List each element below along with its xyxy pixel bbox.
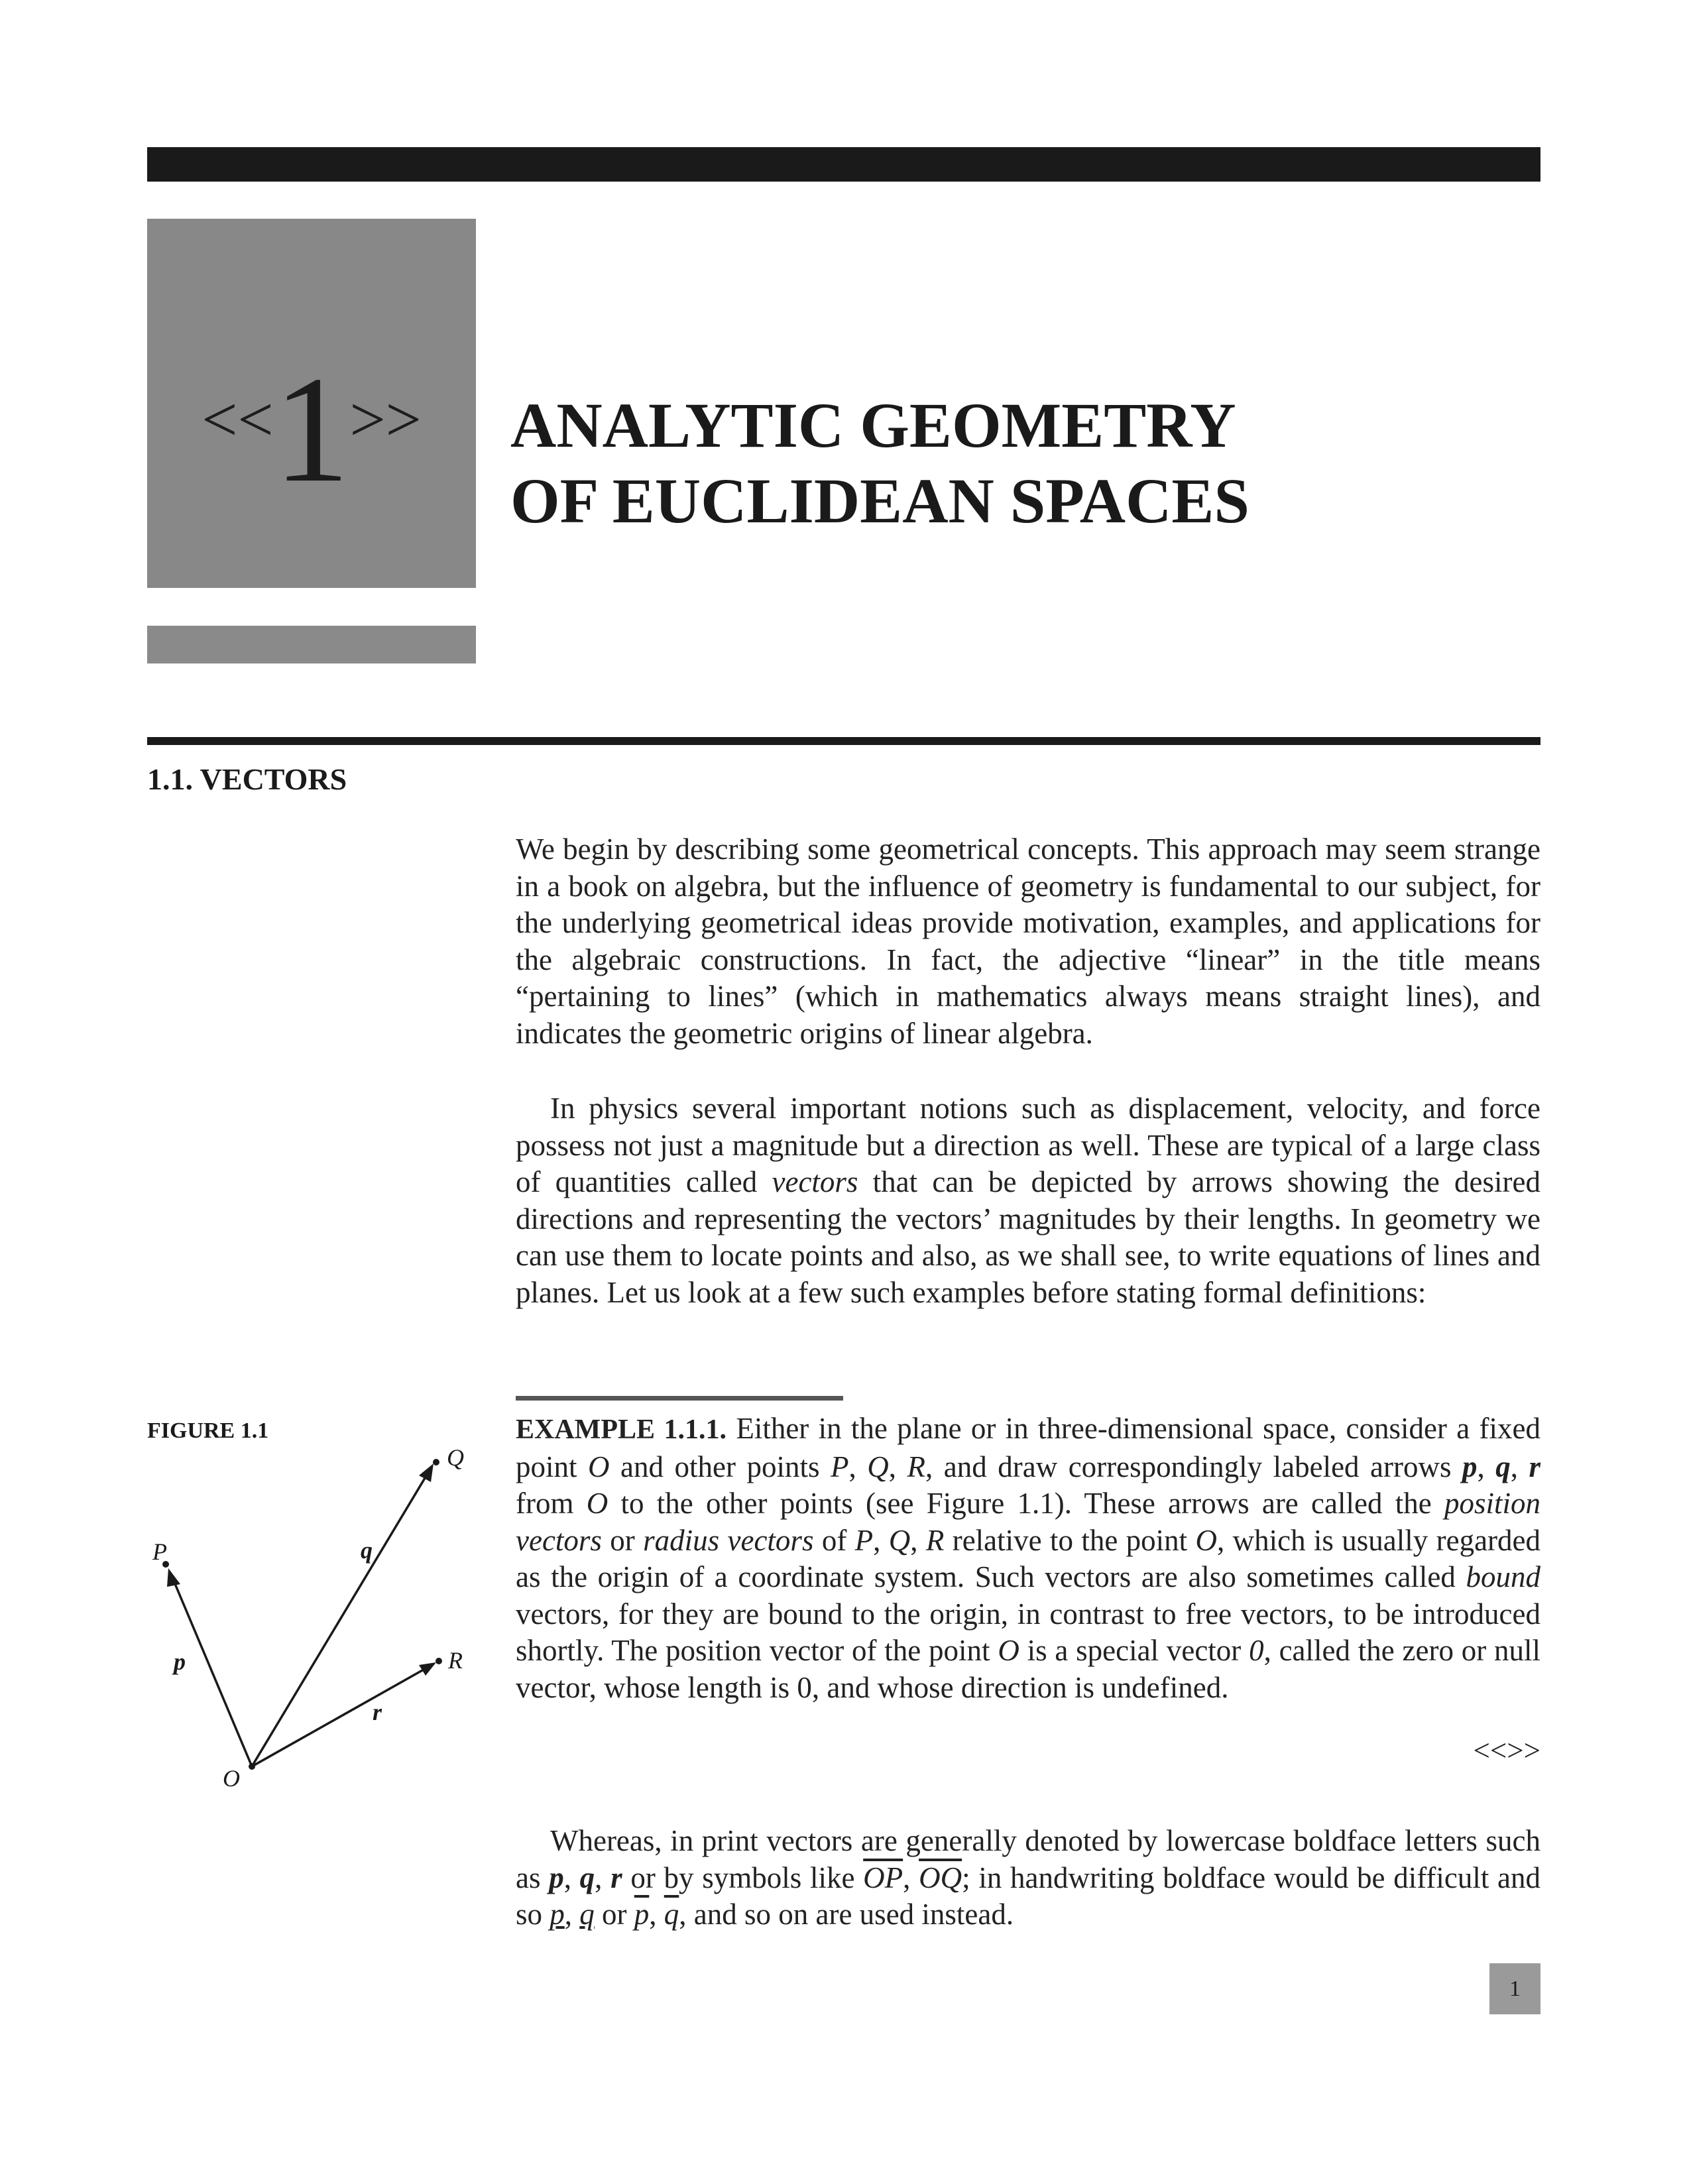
math-p: P [854,1523,874,1557]
figure-vectors [147,1444,492,1829]
text-run: Either in the plane or in three-dimensional space, consider a fixed point [516,1412,1540,1483]
page-number [1489,1963,1540,2014]
chapter-number [147,343,476,514]
paragraph-physics [516,1090,1540,1311]
example-end-mark: <<>> [1473,1734,1540,1767]
text-run: vectors, for they are bound to the origin, in contrast to free vectors, to be introduced shortly. The position vector of the point [516,1597,1540,1667]
vector-label-p: p [174,1648,186,1675]
emphasis-vectors: vectors [772,1165,858,1198]
math-o: O [588,1450,610,1483]
section-heading: 1.1. VECTORS [147,762,347,796]
text-run: , [563,1861,580,1894]
text-run: that can be depicted by arrows showing the desired directions and representing the vectors’ magnitudes by their lengths. In geometry we can use them to locate points and also, as we shall see, to write equations of lines and planes. Let us look at a few such examples before stating formal definitions: [516,1165,1540,1309]
vector-p: p [549,1861,564,1894]
vector-op: $\overline{OP}$ [863,1861,903,1894]
point-r-dot [435,1658,442,1664]
emphasis-bound: bound [1466,1560,1540,1593]
text-run: , and draw correspondingly labeled arrows [925,1450,1463,1483]
page-number-text: 1 [1509,1976,1521,2001]
vector-q-line [252,1471,429,1766]
chevron-left: << [202,384,274,455]
vector-r: r [610,1861,622,1894]
chevron-right: >> [349,384,422,455]
text-run: , [649,1898,664,1931]
text-run: , [1510,1450,1529,1483]
text-run: , [595,1861,611,1894]
example-paragraph [516,1410,1540,1706]
math-q: Q [888,1523,911,1557]
vector-diagram [147,1458,492,1829]
point-label-p: P [152,1538,167,1565]
underlined-q: q [579,1898,595,1931]
vector-p-arrowhead [167,1568,180,1587]
chapter-title [510,388,1505,539]
example-rule [516,1396,843,1401]
underlined-p: p [550,1898,565,1931]
point-label-o: O [223,1765,240,1792]
arrow-p: $\overline{p}$ [634,1898,650,1931]
chapter-accent-box [147,626,476,663]
section-rule [147,737,1540,745]
vector-label-q: q [361,1537,373,1564]
text-run: , [888,1450,907,1483]
math-r: R [907,1450,926,1483]
math-o: O [586,1487,609,1520]
text-run: , [564,1898,580,1931]
vector-r-arrowhead [419,1662,436,1676]
math-p: P [830,1450,849,1483]
vector-q: q [579,1861,595,1894]
example-label: EXAMPLE 1.1.1. [516,1414,727,1445]
paragraph-intro: We begin by describing some geometrical concepts. This approach may seem strange in a book on algebra, but the influence of geometry is fundamental to our subject, for the underlying geometrical ideas provide motivation, examples, and applications for the algebraic constructions. In fact, the adjective “linear” in the title means “pertaining to lines” (which in mathematics always means straight lines), and indicates the geometric origins of linear algebra. [516,833,1540,1050]
text-run: to the other points (see Figure 1.1). These arrows are called the [608,1487,1444,1520]
text-run: of [813,1523,855,1557]
text-run: and other points [609,1450,831,1483]
math-r: R [925,1523,945,1557]
vector-r-line [252,1667,428,1766]
vector-q: q [1495,1450,1511,1483]
vector-p: p [1462,1450,1478,1483]
math-q: Q [867,1450,889,1483]
emphasis-radius-vectors: radius vectors [643,1523,814,1557]
point-q-dot [433,1459,439,1466]
text-run: , [1477,1450,1496,1483]
chapter-number-box [147,219,476,588]
text-run: or [601,1523,644,1557]
point-label-q: Q [447,1444,464,1471]
chapter-title-line-1: ANALYTIC GEOMETRY [510,390,1236,461]
text-run: , and so on are used instead. [679,1898,1014,1931]
text-run: , which is usually regarded as the origin of a coordinate system. Such vectors are also sometimes called [516,1523,1541,1593]
text-run: , [873,1523,889,1557]
text-run: Whereas, in print vectors are generally denoted by lowercase boldface letters such as [516,1824,1540,1894]
zero-vector: 0 [1249,1634,1264,1667]
arrow-q: $\overline{q}$ [664,1898,679,1931]
text-run: , [910,1523,926,1557]
vector-label-r: r [373,1699,382,1725]
point-o-dot [249,1763,255,1770]
chapter-digit: 1 [273,345,350,514]
chapter-title-line-2: OF EUCLIDEAN SPACES [510,465,1249,536]
text-run: relative to the point [944,1523,1196,1557]
text-run: , called the zero or null vector, whose length is 0, and whose direction is undefined. [516,1634,1541,1704]
text-run: ; in handwriting boldface would be difficult and so [516,1861,1541,1931]
math-o: O [998,1634,1019,1667]
text-run: or by symbols like [622,1861,864,1894]
text-run: is a special vector [1019,1634,1249,1667]
point-label-r: R [448,1647,463,1674]
vector-oq: $\overline{OQ}$ [919,1861,962,1894]
figure-label: FIGURE 1.1 [147,1418,269,1443]
vector-q-arrowhead [419,1464,434,1482]
text-run: or [594,1898,634,1931]
vector-r: r [1529,1450,1541,1483]
text-run: , [903,1861,919,1894]
text-run: from [516,1487,587,1520]
text-run: In physics several important notions such as displacement, velocity, and force possess not just a magnitude but a direction as well. These are typical of a large class of quantities called [516,1092,1540,1198]
math-o: O [1195,1523,1217,1557]
paragraph-notation [516,1823,1540,1933]
text-run: , [848,1450,868,1483]
emphasis-position-vectors: position vectors [516,1487,1540,1557]
top-rule [147,147,1540,182]
